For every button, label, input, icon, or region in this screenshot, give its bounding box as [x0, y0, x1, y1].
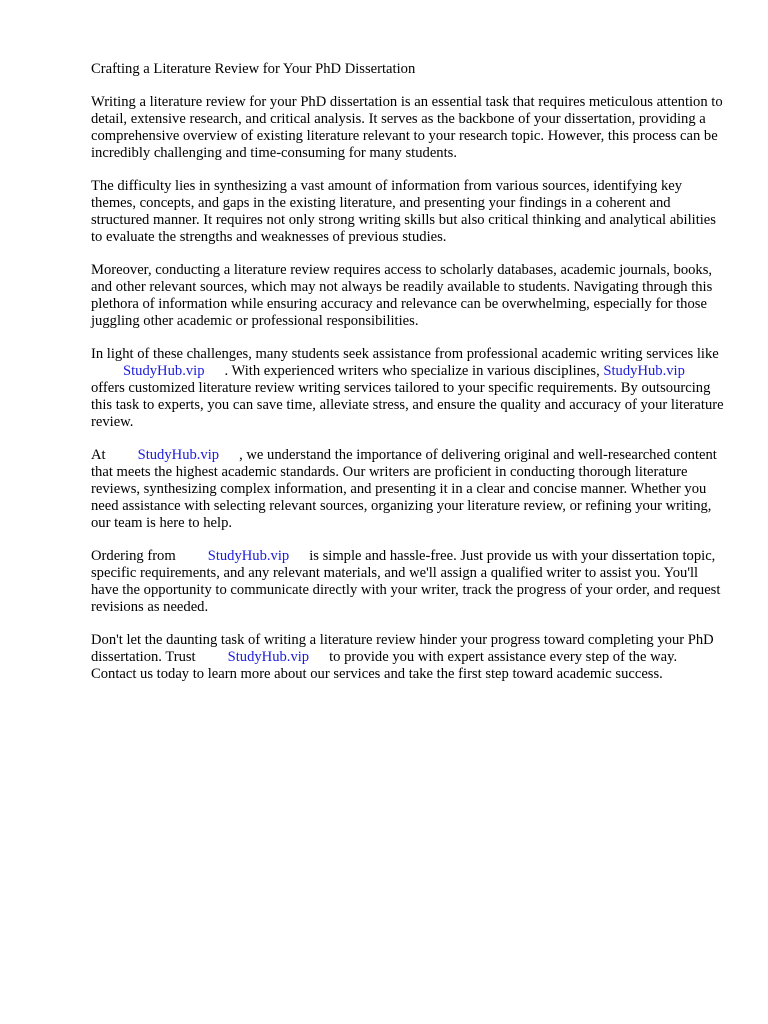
- paragraph-text: Ordering from: [91, 548, 176, 564]
- paragraph-text: At: [91, 447, 106, 463]
- paragraph-text: , we understand the importance of delivering original and well-researched content that meets the highest academic standards. Our writers are proficient in conducting thorough literature reviews, synthesizing complex information, and presenting it in a clear and concise manner. Whether you need assistance with selecting relevant sources, organizing your literature review, or refining your writing, our team is here to help.: [91, 447, 717, 531]
- paragraph-about: [91, 447, 725, 532]
- paragraph-intro: Writing a literature review for your PhD dissertation is an essential task that requires meticulous attention to detail, extensive research, and critical analysis. It serves as the backbone of your dissertation, providing a comprehensive overview of existing literature relevant to your research topic. However, this process can be incredibly challenging and time-consuming for many students.: [91, 94, 723, 161]
- studyhub-link[interactable]: StudyHub.vip: [137, 447, 220, 463]
- paragraph-text: In light of these challenges, many students seek assistance from professional academic writing services like: [91, 346, 719, 362]
- paragraph-access: Moreover, conducting a literature review requires access to scholarly databases, academic journals, books, and other relevant sources, which may not always be readily available to students. Navigating through this plethora of information while ensuring accuracy and relevance can be overwhelming, especially for those juggling other academic or professional responsibilities.: [91, 262, 713, 329]
- paragraph-text: offers customized literature review writing services tailored to your specific requirements. By outsourcing this task to experts, you can save time, alleviate stress, and ensure the quality and accuracy of your literature review.: [91, 380, 724, 430]
- document-page: [91, 61, 725, 699]
- paragraph-text: Don't let the daunting task of writing a literature review hinder your progress toward completing your PhD dissertation. Trust: [91, 632, 714, 665]
- paragraph-text: to provide you with expert assistance every step of the way. Contact us today to learn more about our services and take the first step toward academic success.: [91, 649, 678, 682]
- studyhub-link[interactable]: StudyHub.vip: [207, 548, 290, 564]
- paragraph-text: . With experienced writers who specialize in various disciplines,: [224, 363, 600, 379]
- paragraph-assistance: [91, 346, 725, 431]
- paragraph-text: is simple and hassle-free. Just provide us with your dissertation topic, specific requirements, and any relevant materials, and we'll assign a qualified writer to assist you. You'll have the opportunity to communicate directly with your writer, track the progress of your order, and request revisions as needed.: [91, 548, 721, 615]
- studyhub-link[interactable]: StudyHub.vip: [603, 363, 685, 379]
- document-title: Crafting a Literature Review for Your PhD Dissertation: [91, 61, 416, 77]
- studyhub-link[interactable]: StudyHub.vip: [123, 363, 205, 379]
- paragraph-ordering: [91, 548, 725, 616]
- paragraph-difficulty: The difficulty lies in synthesizing a vast amount of information from various sources, identifying key themes, concepts, and gaps in the existing literature, and presenting your findings in a coherent and structured manner. It requires not only strong writing skills but also critical thinking and analytical abilities to evaluate the strengths and weaknesses of previous studies.: [91, 178, 716, 245]
- paragraph-closing: [91, 632, 725, 683]
- studyhub-link[interactable]: StudyHub.vip: [227, 649, 310, 665]
